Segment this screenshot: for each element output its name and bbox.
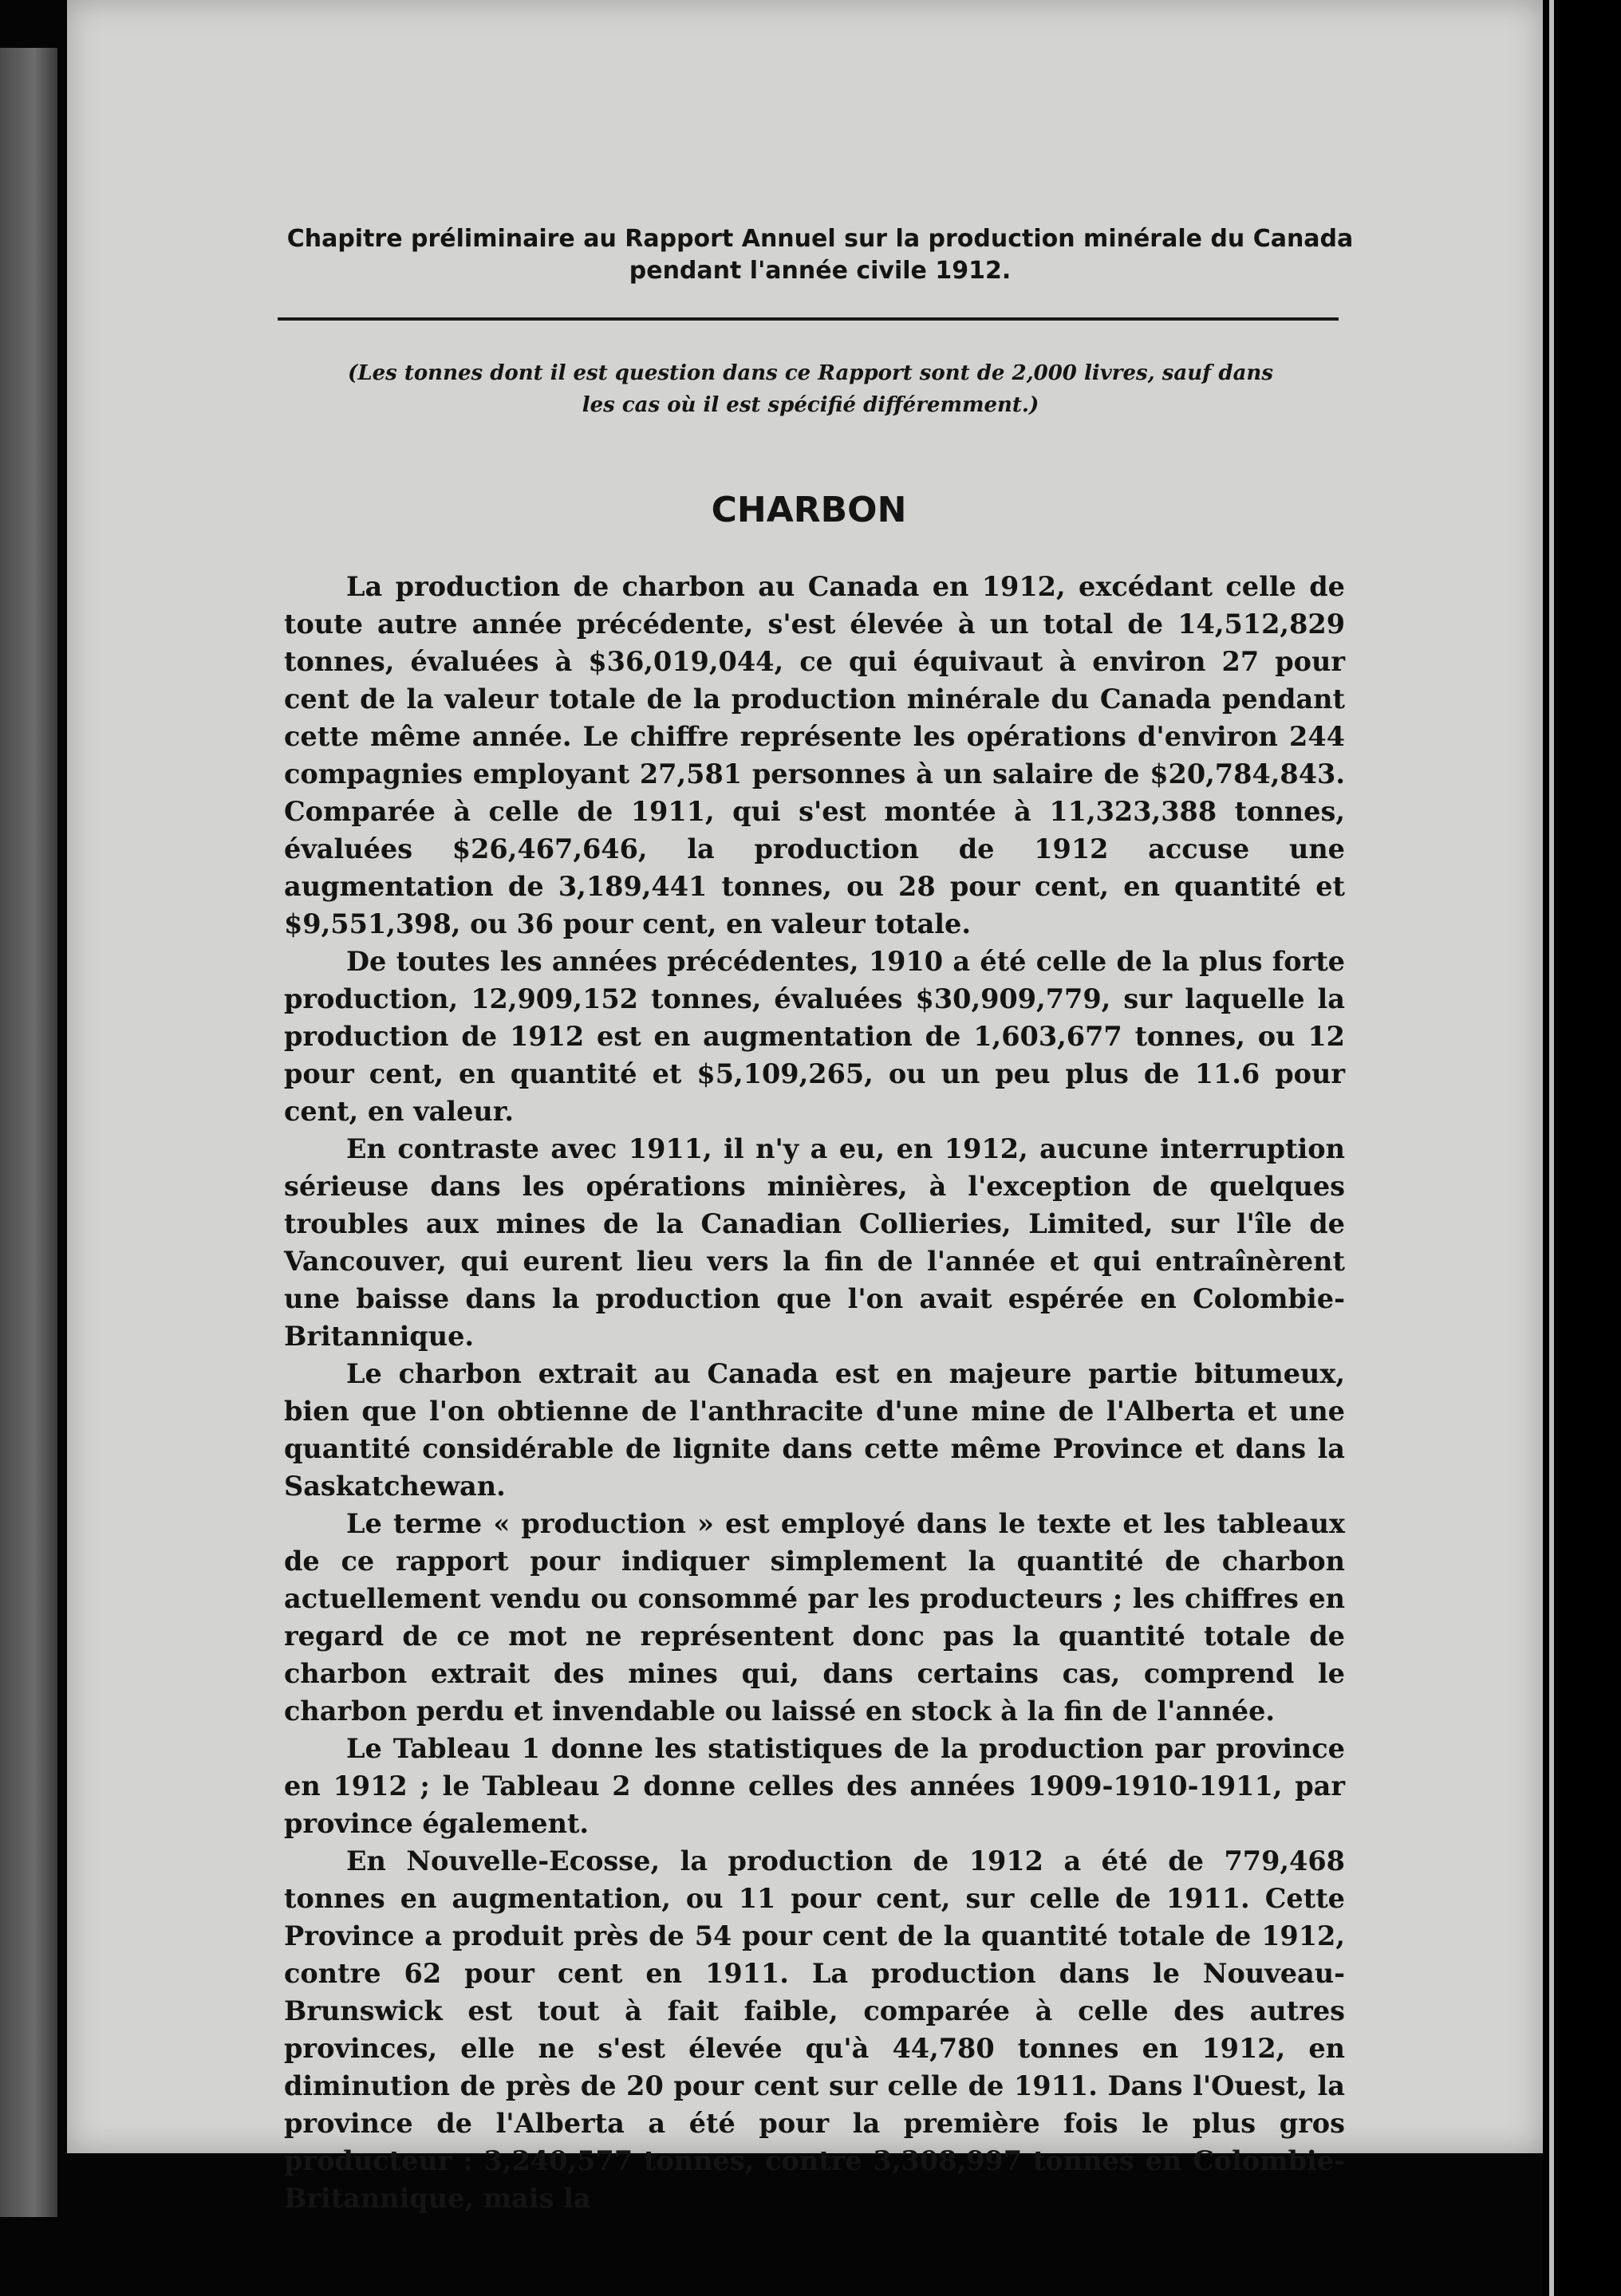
heading-rule — [278, 317, 1339, 321]
paragraph: Le Tableau 1 donne les statistiques de la production par province en 1912 ; le Tableau 2 donne celles des années 1909-1910-1911, par province également. — [284, 1733, 1345, 1839]
paragraph: Le charbon extrait au Canada est en majeure partie bitumeux, bien que l'on obtienne de l'anthracite d'une mine de l'Alberta et une quantité considérable de lignite dans cette même Province et dans la Saskatchewan. — [284, 1358, 1345, 1502]
adjacent-page-edge — [0, 48, 57, 2217]
units-note: (Les tonnes dont il est question dans ce Rapport sont de 2,000 livres, sauf dans les cas où il est spécifié différemment.) — [348, 361, 1273, 417]
body-text — [284, 568, 1345, 2217]
paragraph: De toutes les années précédentes, 1910 a été celle de la plus forte production, 12,909,152 tonnes, évaluées $30,909,779, sur laquelle la production de 1912 est en augmentation de 1,603,677 tonnes, ou 12 pour cent, en quantité et $5,109,265, ou un peu plus de 11.6 pour cent, en valeur. — [284, 946, 1345, 1127]
section-title: CHARBON — [711, 490, 907, 530]
paragraph: En contraste avec 1911, il n'y a eu, en 1912, aucune interruption sérieuse dans les opérations minières, à l'exception de quelques troubles aux mines de la Canadian Collieries, Limited, sur l'île de Vancouver, qui eurent lieu vers la fin de l'année et qui entraînèrent une baisse dans la production que l'on avait espérée en Colombie-Britannique. — [284, 1133, 1345, 1352]
paragraph: En Nouvelle-Ecosse, la production de 1912 a été de 779,468 tonnes en augmentation, ou 11 pour cent, sur celle de 1911. Cette Province a produit près de 54 pour cent de la quantité totale de 1912, contre 62 pour cent en 1911. La production dans le Nouveau-Brunswick est tout à fait faible, comparée à celle des autres provinces, elle ne s'est élevée qu'à 44,780 tonnes en 1912, en diminution de près de 20 pour cent sur celle de 1911. Dans l'Ouest, la province de l'Alberta a été pour la première fois le plus gros producteur : 3,240,577 tonnes, contre 3,308,997 tonnes en Colombie-Britannique, mais la — [284, 1845, 1345, 2214]
chapter-heading: Chapitre préliminaire au Rapport Annuel sur la production minérale du Canada pendant l'année civile 1912. — [286, 225, 1354, 285]
scan-border — [1543, 0, 1621, 2296]
paragraph: Le terme « production » est employé dans le texte et les tableaux de ce rapport pour indiquer simplement la quantité de charbon actuellement vendu ou consommé par les producteurs ; les chiffres en regard de ce mot ne représentent donc pas la quantité totale de charbon extrait des mines qui, dans certains cas, comprend le charbon perdu et invendable ou laissé en stock à la fin de l'année. — [284, 1508, 1345, 1727]
paragraph: La production de charbon au Canada en 1912, excédant celle de toute autre année précédente, s'est élevée à un total de 14,512,829 tonnes, évaluées à $36,019,044, ce qui équivaut à environ 27 pour cent de la valeur totale de la production minérale du Canada pendant cette même année. Le chiffre représente les opérations d'environ 244 compagnies employant 27,581 personnes à un salaire de $20,784,843. Comparée à celle de 1911, qui s'est montée à 11,323,388 tonnes, évaluées $26,467,646, la production de 1912 accuse une augmentation de 3,189,441 tonnes, ou 28 pour cent, en quantité et $9,551,398, ou 36 pour cent, en valeur totale. — [284, 571, 1345, 939]
